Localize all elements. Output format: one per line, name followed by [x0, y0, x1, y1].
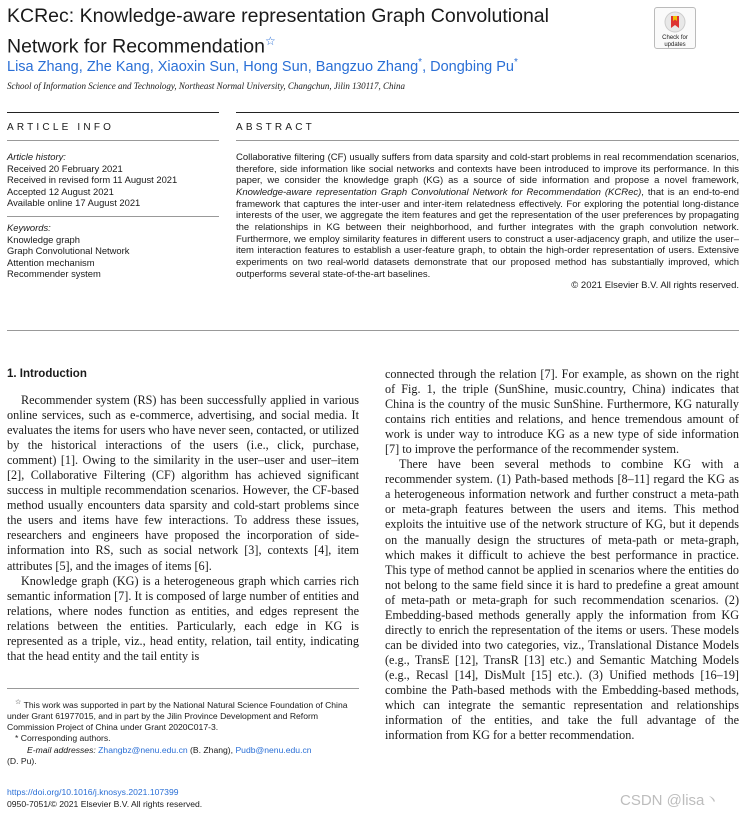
article-info-heading: ARTICLE INFO	[7, 122, 115, 133]
badge-line2: updates	[664, 42, 686, 48]
left-column	[7, 393, 359, 664]
author-sep: ,	[422, 58, 431, 75]
author-sep: ,	[149, 58, 158, 75]
funding-note	[7, 697, 359, 733]
author-link[interactable]: Zhe Kang	[86, 58, 150, 75]
abstract-text: Collaborative filtering (CF) usually suffers from data sparsity and cold-start problems in real recommendation scenarios, therefore, side information like social networks and contexts have been introduced to improve its performance. In this paper, we consider the knowledge graph (KG) as a source of side information and propose a novel framework,	[236, 152, 739, 187]
keyword: Attention mechanism	[7, 256, 95, 268]
abstract-rule-top	[236, 112, 739, 113]
history-accepted: Accepted 12 August 2021	[7, 185, 114, 197]
email-note	[7, 745, 359, 756]
bookmark-icon	[664, 11, 686, 33]
author-link[interactable]: Dongbing Pu	[430, 58, 514, 75]
paragraph: There have been several methods to combine KG with a recommender system. (1) Path-based methods [8–11] regard the KG as a heterogeneous information network and further construct a meta-path or meta-graph features between the users and items. This method exploits the intuitive use of the network structure of KG, but it depends on the manually design the structures of meta-path or meta-graph, which makes it difficult to achieve the best performance in practice. This type of method cannot be applied in scenarios where the entities do not belong to the same field since it is hard to predefine a great amount of meta-path or meta-graph for such recommendation scenarios. (2) Embedding-based methods generally apply the information from KG directly to enrich the representation of the items or users. These models can be divided into two categories, viz., Translational Distance Models (e.g., TransE [12], TransR [13] etc.) and Semantic Matching Models (e.g., Recasl [14], DisMult [15] etc.). (3) Unified methods [16–19] combine the Path-based methods with the Embedding-based methods, which can integrate the semantic representation and relationships information of the entities, and take the full advantage of the information from KG for a better recommendation.	[385, 457, 739, 743]
article-info-rule-top	[7, 112, 219, 113]
check-for-updates-badge[interactable]	[654, 7, 696, 49]
keyword: Graph Convolutional Network	[7, 245, 130, 257]
author-list	[7, 57, 518, 75]
abstract-rule-bottom	[7, 330, 739, 331]
history-online: Available online 17 August 2021	[7, 197, 141, 209]
doi-link[interactable]: https://doi.org/10.1016/j.knosys.2021.107399	[7, 787, 179, 797]
email-label: E-mail addresses:	[27, 744, 96, 755]
keywords-label	[7, 222, 222, 234]
email-owner-2: (D. Pu).	[7, 755, 37, 766]
author-sep: ,	[78, 58, 87, 75]
title-footnote-mark[interactable]: ☆	[264, 34, 276, 48]
article-history	[7, 151, 222, 209]
abstract-text: , that is an end-to-end framework that captures the inter-user and inter-item relatedness effectively. For exploring the potential long-distance interests of the user, we aggregate the item features and get the representation of the user preferences by propagating the relationships in KG between their neighborhood, and further integrates with the graph convolution network. Furthermore, we employ similarity features in different users to construct a user-adjacency graph, and utilize the user–item interaction features to establish a user-feature graph, to obtain the high-order representation of users. Extensive experiments on two real-world datasets demonstrate that our proposed method has substantially improved, which outperforms several state-of-the-art baselines.	[236, 186, 740, 280]
article-info-divider	[7, 216, 219, 217]
issn-line: 0950-7051/© 2021 Elsevier B.V. All rights reserved.	[7, 799, 203, 809]
paragraph: Recommender system (RS) has been successfully applied in various online services, such as e-commerce, advertising, and social media. It evaluates the items for users who have never seen, contacted, or utilized by the historical interactions of the users (i.e., click, purchase, comment) [1]. Owing to the similarity in the user–user and user–item [2], Collaborative Filtering (CF) algorithm has achieved significant success in multiple recommendation scenarios. However, the CF-based method usually encounters data sparsity and cold-start problems since the users and items have few interactions. To address these issues, researchers and engineers have proposed the incorporation of side-information into RS, such as social network [3], contexts [4], item attributes [5], and the images of items [6].	[7, 393, 359, 573]
corresponding-mark: *	[15, 733, 19, 744]
abstract-heading: ABSTRACT	[236, 122, 315, 133]
keyword: Recommender system	[7, 268, 101, 280]
author-sep: ,	[307, 58, 316, 75]
abstract-rule	[236, 140, 739, 141]
history-label-text: Article history:	[7, 151, 66, 162]
keyword: Knowledge graph	[7, 233, 80, 245]
watermark: CSDN @lisa丶	[620, 792, 720, 809]
history-label	[7, 151, 222, 163]
keywords-label-text: Keywords:	[7, 222, 51, 233]
history-received: Received 20 February 2021	[7, 162, 123, 174]
funding-text: This work was supported in part by the National Natural Science Foundation of China under Grant 61977015, and in part by the Jilin Province Development and Reform Commission Project of China under Grant 2020C017-3.	[7, 699, 348, 733]
author-link[interactable]: Hong Sun	[243, 58, 308, 75]
paragraph: Knowledge graph (KG) is a heterogeneous graph which carries rich semantic information [7]. It is composed of large number of entities and relations, where nodes function as entities, and edges represent the relations between the entities. Particularly, each edge in KG is represented as a triple, viz., head entity, relation, tail entity, indicating that the head entity and the tail entity is	[7, 573, 359, 663]
author-mark[interactable]: *	[418, 57, 423, 68]
article-title	[7, 4, 617, 60]
email-link[interactable]: Pudb@nenu.edu.cn	[235, 744, 312, 755]
abstract-text-italic: Knowledge-aware representation Graph Convolutional Network for Recommendation (KCRec)	[236, 186, 642, 198]
paragraph: connected through the relation [7]. For example, as shown on the right of Fig. 1, the triple (SunShine, music.country, China) indicates that China is the country of the music SunShine. Furthermore, KG naturally contains rich entities and relations, and hence tremendous amount of work is under way to introduce KG as a new type of side information [7] to improve the performance of the recommender system.	[385, 367, 739, 457]
article-info-rule	[7, 140, 219, 141]
abstract-copyright: © 2021 Elsevier B.V. All rights reserved.	[571, 280, 739, 292]
funding-mark: ☆	[15, 698, 22, 706]
author-link[interactable]: Bangzuo Zhang	[315, 58, 419, 75]
footnote-rule	[7, 688, 359, 689]
affiliation: School of Information Science and Technology, Northeast Normal University, Changchun, Jilin 130117, China	[7, 81, 405, 91]
author-sep: ,	[235, 58, 244, 75]
right-column	[385, 367, 739, 743]
email-link[interactable]: Zhangbz@nenu.edu.cn	[98, 744, 188, 755]
email-owner: (B. Zhang),	[190, 744, 234, 755]
badge-line1: Check for	[662, 35, 688, 41]
author-link[interactable]: Xiaoxin Sun	[157, 58, 236, 75]
corresponding-text: Corresponding authors.	[20, 733, 111, 744]
author-mark[interactable]: *	[513, 57, 518, 68]
keywords	[7, 222, 222, 280]
article-title-text: KCRec: Knowledge-aware representation Graph Convolutional Network for Recommendation	[7, 5, 549, 58]
corresponding-note	[7, 733, 359, 744]
footnotes	[7, 697, 359, 767]
author-link[interactable]: Lisa Zhang	[7, 58, 79, 75]
abstract-body	[236, 152, 739, 292]
history-revised: Received in revised form 11 August 2021	[7, 174, 178, 186]
section-heading: 1. Introduction	[7, 368, 87, 380]
